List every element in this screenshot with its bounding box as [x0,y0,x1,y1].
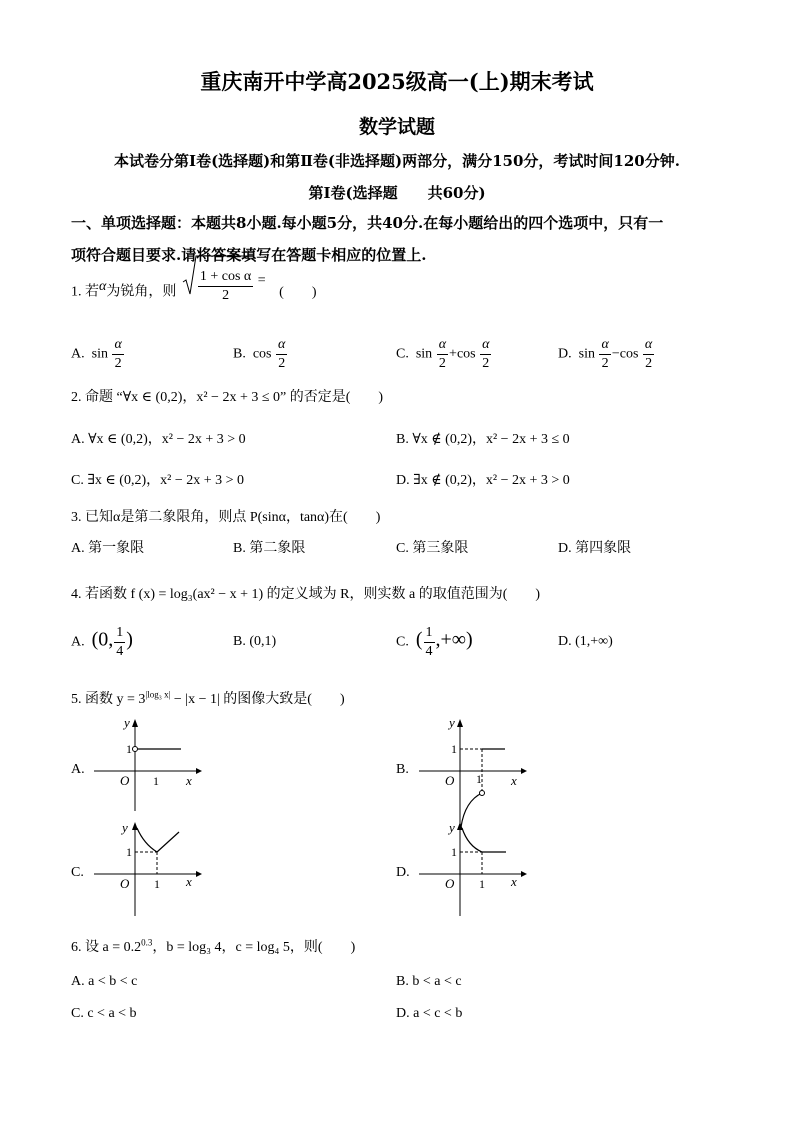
svg-text:O: O [445,876,455,891]
question-3: 3. 已知α是第二象限角，则点 P(sinα，tanα)在( ) [71,510,381,525]
q5-graph-d[interactable] [413,818,533,918]
q4-option-a[interactable]: A. (0, $\frac{1}{4}$ ) [71,625,133,659]
q2-option-a[interactable]: A. ∀x ∈ (0,2)，x² − 2x + 3 > 0 [71,432,246,447]
q1-option-a[interactable]: A. sin $\frac{\alpha}{2}$ [71,337,122,371]
svg-text:y: y [124,715,130,730]
svg-text:1: 1 [153,774,159,788]
q6-option-b[interactable]: B. b < a < c [396,974,462,989]
q5-option-d[interactable]: D. [396,865,410,880]
q3-option-c[interactable]: C. 第三象限 [396,541,469,556]
q5-option-b[interactable]: B. [396,762,409,777]
svg-text:O: O [120,773,130,788]
svg-text:y: y [122,820,128,835]
sqrt-expression: $\frac{\text{1 + cos α}}{2}$ [182,280,254,305]
svg-text:1: 1 [451,742,457,756]
question-2: 2. 命题 “∀x ∈ (0,2)，x² − 2x + 3 ≤ 0” 的否定是( ) [71,390,384,405]
q2-option-b[interactable]: B. ∀x ∉ (0,2)，x² − 2x + 3 ≤ 0 [396,432,570,447]
svg-text:x: x [511,874,517,889]
exam-subtitle: 数学试题 [358,116,435,138]
svg-text:1: 1 [451,845,457,859]
svg-text:1: 1 [476,772,482,786]
q6-option-d[interactable]: D. a < c < b [396,1006,463,1021]
question-5: 5. 函数 $y = 3^{|log_3 x|} - |x - 1|$ 的图像大致是( ) [71,689,345,707]
section-instructions-line1: 一、单项选择题：本题共8小题.每小题5分，共40分.在每小题给出的四个选项中，只有一 [71,214,664,232]
q5-graph-c[interactable] [88,818,208,918]
q3-option-d[interactable]: D. 第四象限 [558,541,632,556]
svg-text:x: x [186,773,192,788]
q5-graph-a[interactable] [88,715,208,815]
svg-text:x: x [186,874,192,889]
question-number: 1. [71,284,82,300]
exam-intro: 本试卷分第Ⅰ卷(选择题)和第Ⅱ卷(非选择题)两部分，满分150分，考试时间120分钟. [114,152,680,170]
svg-text:y: y [449,715,455,730]
question-6: 6. 设 $a = 0.2^{0.3}$，b = log₃ 4，c = log₄ 5，则( ) [71,937,356,955]
section-instructions-line2: 项符合题目要求.请将答案填写在答题卡相应的位置上. [71,246,427,264]
q2-option-d[interactable]: D. ∃x ∉ (0,2)，x² − 2x + 3 > 0 [396,473,570,488]
question-4: 4. 若函数 f (x) = log₃(ax² − x + 1) 的定义域为 R，则实数 a 的取值范围为( ) [71,587,541,602]
q4-option-c[interactable]: C. ( $\frac{1}{4}$ ,+∞) [396,625,473,659]
q3-option-b[interactable]: B. 第二象限 [233,541,306,556]
question-1: 1. 若α为锐角，则 $\frac{\text{1 + cos α}}{2}$ = ( ) [71,280,317,305]
q1-option-b[interactable]: B. cos $\frac{\alpha}{2}$ [233,337,286,371]
q6-option-a[interactable]: A. a < b < c [71,974,138,989]
q5-option-a[interactable]: A. [71,762,85,777]
exam-title: 重庆南开中学高2025级高一(上)期末考试 [200,69,594,94]
svg-text:1: 1 [126,845,132,859]
svg-text:O: O [445,773,455,788]
svg-text:1: 1 [154,877,160,891]
svg-text:y: y [449,820,455,835]
q4-option-d[interactable]: D. (1,+∞) [558,634,613,649]
svg-text:x: x [511,773,517,788]
q4-option-b[interactable]: B. (0,1) [233,634,277,649]
part-heading: 第Ⅰ卷(选择题 共60分) [308,184,486,202]
svg-text:1: 1 [479,877,485,891]
svg-text:1: 1 [126,742,132,756]
q6-option-c[interactable]: C. c < a < b [71,1006,137,1021]
q5-graph-b[interactable] [413,715,533,835]
svg-text:O: O [120,876,130,891]
q3-option-a[interactable]: A. 第一象限 [71,541,145,556]
q1-option-c[interactable]: C. sin $\frac{\alpha}{2}$ +cos $\frac{\alpha}{2}$ [396,337,490,371]
q5-option-c[interactable]: C. [71,865,84,880]
q1-option-d[interactable]: D. sin $\frac{\alpha}{2}$ −cos $\frac{\alpha}{2}$ [558,337,653,371]
q2-option-c[interactable]: C. ∃x ∈ (0,2)，x² − 2x + 3 > 0 [71,473,245,488]
